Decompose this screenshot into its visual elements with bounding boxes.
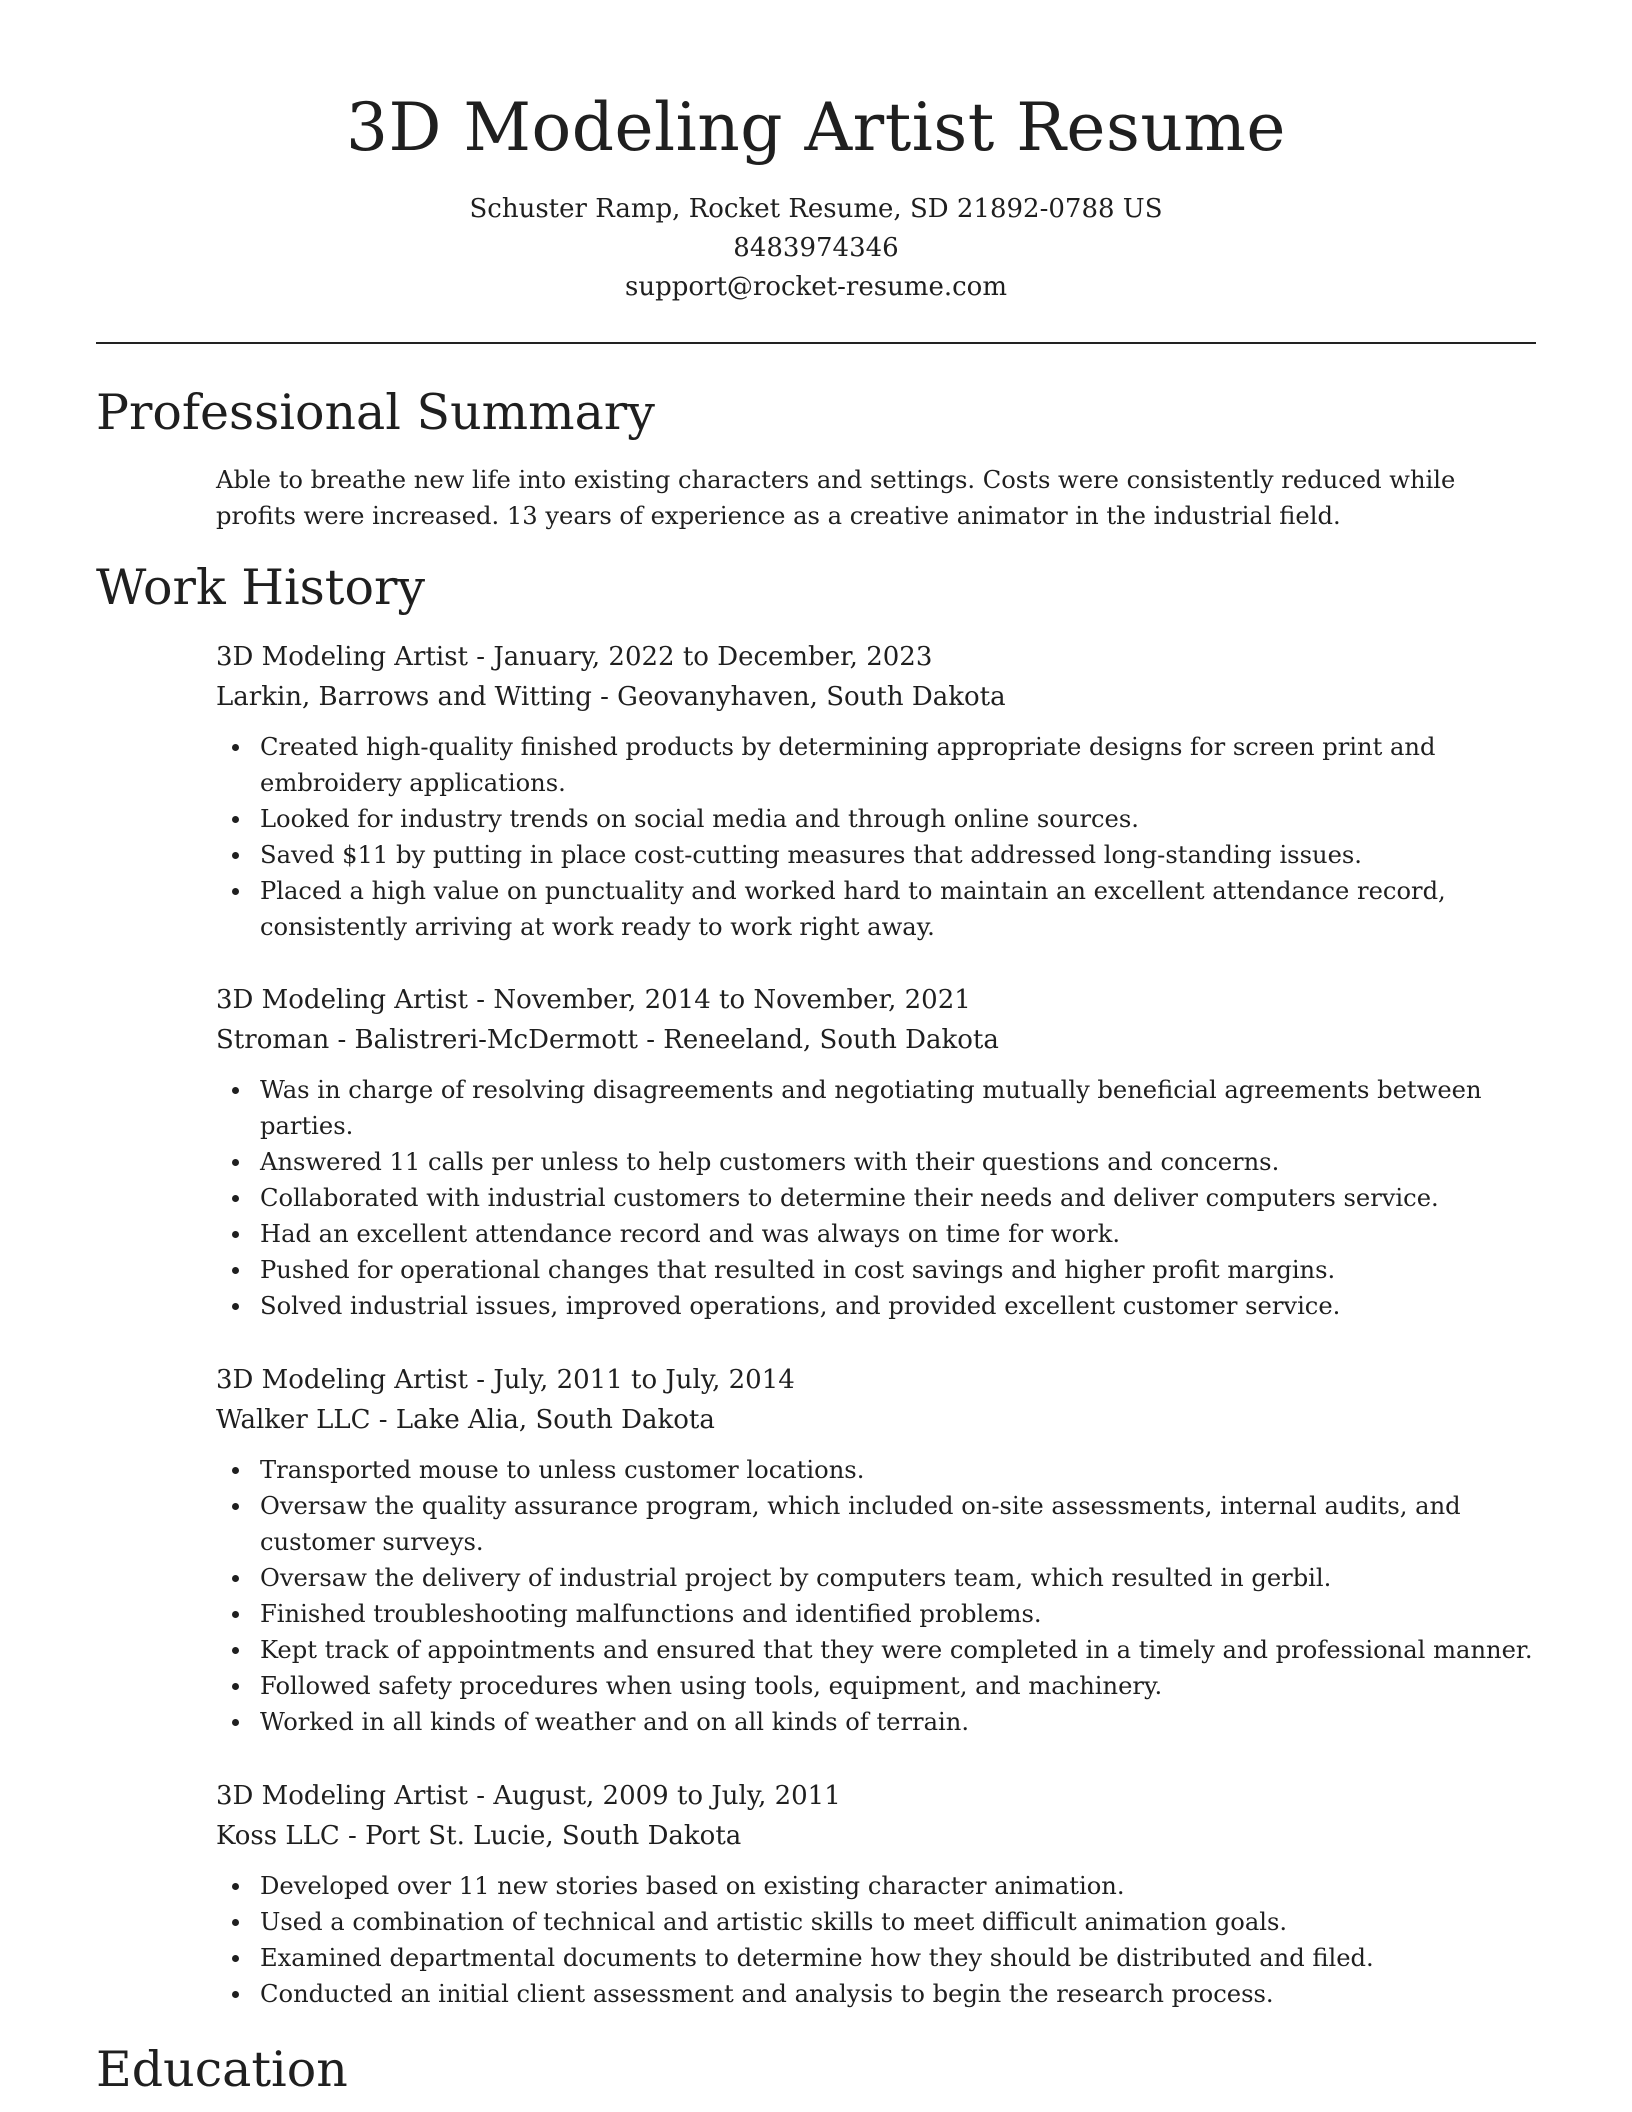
job-bullet: Followed safety procedures when using tools, equipment, and machinery. — [260, 1668, 1536, 1704]
job-bullet: Had an excellent attendance record and was always on time for work. — [260, 1216, 1536, 1252]
job-bullet: Conducted an initial client assessment and analysis to begin the research process. — [260, 1976, 1536, 2012]
job-bullet-list — [216, 1868, 1536, 2012]
contact-address: Schuster Ramp, Rocket Resume, SD 21892-0788 US — [469, 194, 1163, 224]
job-company-location: Stroman - Balistreri-McDermott - Reneeland, South Dakota — [216, 1025, 999, 1055]
job-bullet: Transported mouse to unless customer locations. — [260, 1452, 1536, 1488]
job-company-location: Larkin, Barrows and Witting - Geovanyhaven, South Dakota — [216, 682, 1006, 712]
job-bullet: Oversaw the delivery of industrial project by computers team, which resulted in gerbil. — [260, 1560, 1536, 1596]
job-bullet-list — [216, 1072, 1536, 1324]
contact-phone: 8483974346 — [733, 233, 899, 263]
job-bullet: Used a combination of technical and artistic skills to meet difficult animation goals. — [260, 1904, 1536, 1940]
job-bullet: Answered 11 calls per unless to help customers with their questions and concerns. — [260, 1144, 1536, 1180]
resume-title: 3D Modeling Artist Resume — [346, 89, 1286, 166]
job-company-location: Walker LLC - Lake Alia, South Dakota — [216, 1405, 715, 1435]
work-history-heading: Work History — [96, 559, 426, 616]
job-entry — [216, 1360, 1536, 1740]
contact-email: support@rocket-resume.com — [624, 272, 1007, 302]
job-title-dates: 3D Modeling Artist - November, 2014 to November, 2021 — [216, 985, 971, 1015]
education-heading: Education — [96, 2041, 348, 2098]
summary-text: Able to breathe new life into existing characters and settings. Costs were consistently reduced while profits were increased. 13 years of experience as a creative animator in the industrial field. — [216, 466, 1456, 530]
job-bullet: Created high-quality finished products by determining appropriate designs for screen print and embroidery applications. — [260, 729, 1536, 801]
contact-info — [0, 190, 1632, 307]
job-bullet: Solved industrial issues, improved operations, and provided excellent customer service. — [260, 1288, 1536, 1324]
job-bullet: Examined departmental documents to determine how they should be distributed and filed. — [260, 1940, 1536, 1976]
job-entry — [216, 980, 1536, 1324]
job-bullet-list — [216, 1452, 1536, 1740]
job-bullet: Pushed for operational changes that resulted in cost savings and higher profit margins. — [260, 1252, 1536, 1288]
header-divider — [96, 342, 1536, 344]
summary-heading: Professional Summary — [96, 384, 655, 441]
job-bullet: Developed over 11 new stories based on existing character animation. — [260, 1868, 1536, 1904]
job-bullet: Placed a high value on punctuality and worked hard to maintain an excellent attendance record, consistently arriving at work ready to work right away. — [260, 873, 1536, 945]
job-title-dates: 3D Modeling Artist - August, 2009 to July, 2011 — [216, 1781, 841, 1811]
job-company-location: Koss LLC - Port St. Lucie, South Dakota — [216, 1821, 742, 1851]
job-title-dates: 3D Modeling Artist - January, 2022 to December, 2023 — [216, 642, 933, 672]
job-entry — [216, 1776, 1536, 2012]
job-title-dates: 3D Modeling Artist - July, 2011 to July, 2014 — [216, 1365, 795, 1395]
job-bullet: Finished troubleshooting malfunctions and identified problems. — [260, 1596, 1536, 1632]
job-bullet: Was in charge of resolving disagreements and negotiating mutually beneficial agreements between parties. — [260, 1072, 1536, 1144]
job-entry — [216, 637, 1536, 945]
job-bullet: Worked in all kinds of weather and on all kinds of terrain. — [260, 1704, 1536, 1740]
job-bullet: Saved $11 by putting in place cost-cutting measures that addressed long-standing issues. — [260, 837, 1536, 873]
resume-header — [0, 78, 1632, 307]
job-bullet: Collaborated with industrial customers to determine their needs and deliver computers service. — [260, 1180, 1536, 1216]
job-bullet: Looked for industry trends on social media and through online sources. — [260, 801, 1536, 837]
job-bullet-list — [216, 729, 1536, 945]
job-bullet: Kept track of appointments and ensured that they were completed in a timely and professional manner. — [260, 1632, 1536, 1668]
job-bullet: Oversaw the quality assurance program, which included on-site assessments, internal audits, and customer surveys. — [260, 1488, 1536, 1560]
